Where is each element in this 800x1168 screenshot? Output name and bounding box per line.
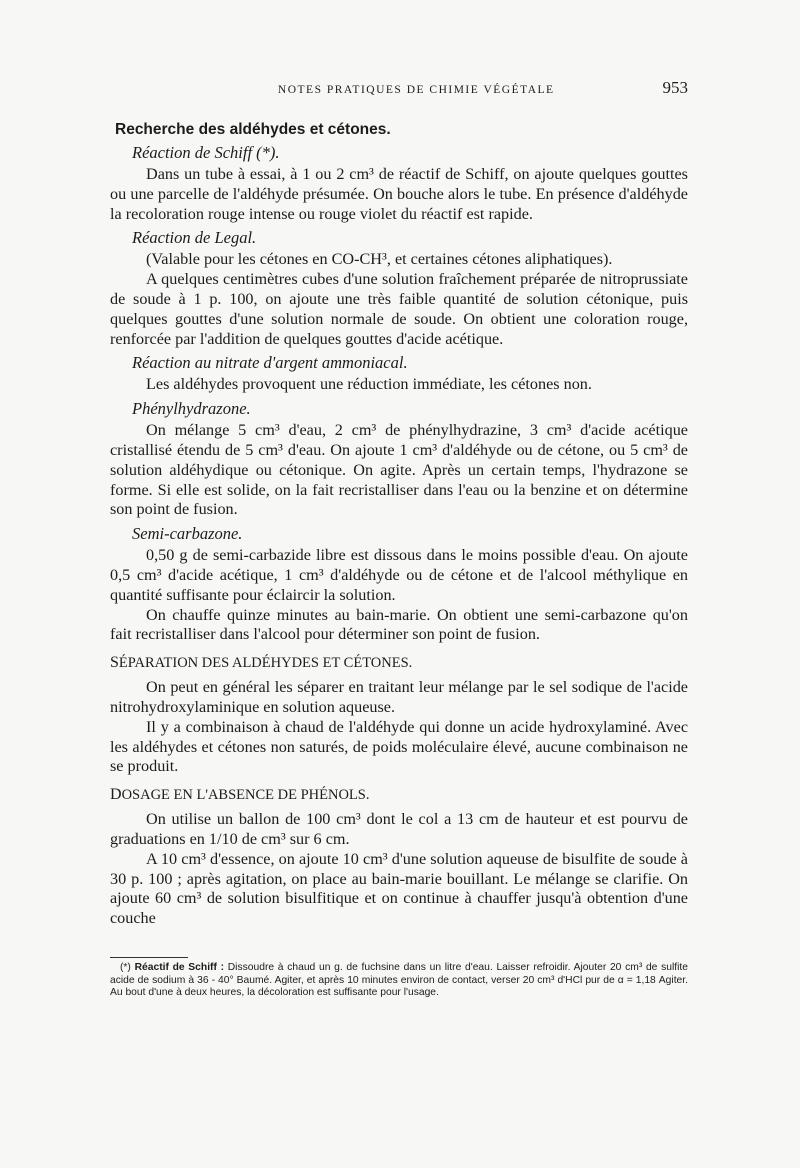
nitrate-paragraph: Les aldéhydes provoquent une réduction immédiate, les cétones non. bbox=[146, 375, 592, 394]
page bbox=[110, 78, 688, 1000]
footnote bbox=[110, 962, 688, 1000]
footnote-marker: (*) bbox=[120, 961, 131, 973]
phenylhydrazone-paragraph: On mélange 5 cm³ d'eau, 2 cm³ de phénylhydrazine, 3 cm³ d'acide acétique cristallisé étendu de 5 cm³ d'eau. On ajoute 1 cm³ d'aldéhyde ou de cétone, ou 5 cm³ de solution aldéhydique ou cétonique. On agite. Après un certain temps, l'hydrazone se forme. Si elle est solide, on la fait recristalliser dans l'eau ou la benzine et on détermine son point de fusion. bbox=[110, 421, 688, 519]
dosage-paragraph-1: On utilise un ballon de 100 cm³ dont le col a 13 cm de hauteur et est pourvu de graduations en 1/10 de cm³ sur 6 cm. bbox=[110, 810, 688, 848]
page-header bbox=[110, 78, 688, 114]
separation-paragraph-2: Il y a combinaison à chaud de l'aldéhyde qui donne un acide hydroxylaminé. Avec les aldéhydes et cétones non saturés, de poids moléculaire élevé, aucune combinaison ne se produit. bbox=[110, 717, 688, 776]
footnote-text: Dissoudre à chaud un g. de fuchsine dans un litre d'eau. Laisser refroidir. Ajouter 20 cm³ de sulfite acide de sodium à 36 - 40° Baumé. Agiter, et après 10 minutes environ de contact, verser 20 cm³ d'HCl pur de α = 1,18 Agiter. Au bout d'une à deux heures, la décoloration est suffisante pour l'usage. bbox=[110, 961, 688, 999]
semicarbazone-heading: Semi-carbazone. bbox=[132, 524, 243, 544]
separation-heading-cap: S bbox=[110, 654, 119, 672]
dosage-heading bbox=[110, 785, 688, 805]
schiff-paragraph: Dans un tube à essai, à 1 ou 2 cm³ de réactif de Schiff, on ajoute quelques gouttes ou une parcelle de l'aldéhyde présumée. On bouche alors le tube. En présence d'aldéhyde la recoloration rouge intense ou rouge violet du réactif est rapide. bbox=[110, 165, 688, 223]
separation-heading-rest: ÉPARATION DES ALDÉHYDES ET CÉTONES. bbox=[118, 655, 413, 672]
separation-heading bbox=[110, 653, 688, 673]
phenylhydrazone-heading: Phénylhydrazone. bbox=[132, 399, 251, 419]
page-number: 953 bbox=[662, 78, 688, 97]
semicarbazone-paragraph-1: 0,50 g de semi-carbazide libre est dissous dans le moins possible d'eau. On ajoute 0,5 cm³ d'acide acétique, 1 cm³ d'aldéhyde ou de cétone et de l'alcool méthylique en quantité suffisante pour éclaircir la solution. bbox=[110, 546, 688, 604]
semicarbazone-paragraph-2: On chauffe quinze minutes au bain-marie. On obtient une semi-carbazone qu'on fait recristalliser dans l'alcool pour déterminer son point de fusion. bbox=[110, 605, 688, 644]
legal-heading: Réaction de Legal. bbox=[132, 228, 257, 248]
nitrate-heading: Réaction au nitrate d'argent ammoniacal. bbox=[132, 353, 408, 373]
schiff-heading: Réaction de Schiff (*). bbox=[132, 143, 280, 162]
dosage-heading-rest: OSAGE EN L'ABSENCE DE PHÉNOLS. bbox=[121, 787, 370, 804]
separation-paragraph-1: On peut en général les séparer en traitant leur mélange par le sel sodique de l'acide nitrohydroxylaminique en solution aqueuse. bbox=[110, 678, 688, 716]
footnote-label: Réactif de Schiff : bbox=[134, 961, 225, 973]
legal-paragraph-1: (Valable pour les cétones en CO-CH³, et certaines cétones aliphatiques). bbox=[146, 250, 613, 269]
legal-paragraph-2: A quelques centimètres cubes d'une solution fraîchement préparée de nitroprussiate de soude à 1 p. 100, on ajoute une très faible quantité de solution cétonique, puis quelques gouttes d'une solution normale de soude. On obtient une coloration rouge, renforcée par l'addition de quelques gouttes d'acide acétique. bbox=[110, 270, 688, 348]
dosage-heading-cap: D bbox=[110, 786, 122, 804]
section-title: Recherche des aldéhydes et cétones. bbox=[115, 121, 391, 138]
footnote-rule bbox=[110, 957, 188, 958]
running-title: NOTES PRATIQUES DE CHIMIE VÉGÉTALE bbox=[277, 84, 555, 96]
dosage-paragraph-2: A 10 cm³ d'essence, on ajoute 10 cm³ d'une solution aqueuse de bisulfite de soude à 30 p. 100 ; après agitation, on place au bain-marie bouillant. Le mélange se clarifie. On ajoute 60 cm³ de solution bisulfitique et on continue à chauffer jusqu'à obtention d'une couche bbox=[110, 849, 688, 928]
